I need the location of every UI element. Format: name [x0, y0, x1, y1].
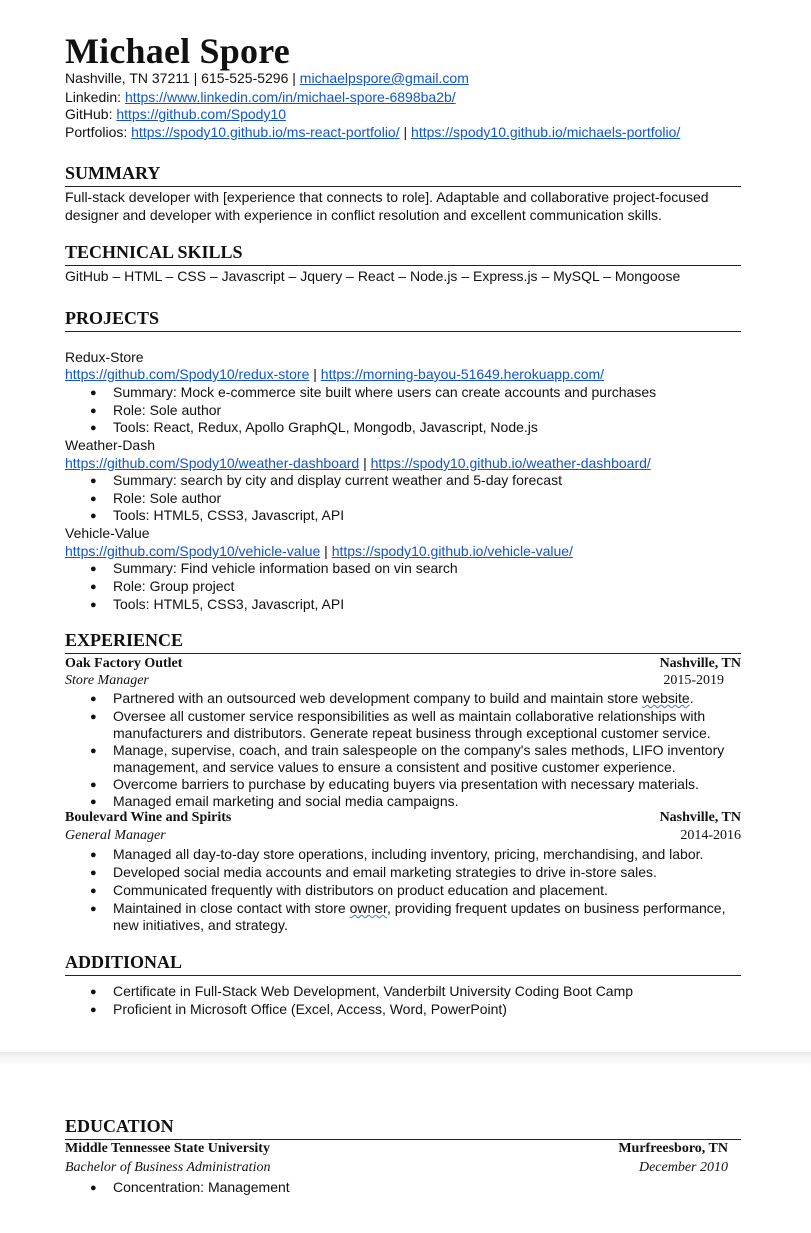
education-date: December 2010 — [638, 1160, 728, 1175]
bullet-icon: ● — [90, 796, 97, 808]
project-title: Redux-Store — [65, 349, 144, 365]
additional-item: Certificate in Full-Stack Web Development, Vanderbilt University Coding Boot Camp — [113, 983, 634, 999]
spellcheck-word: owner — [349, 900, 387, 916]
job-bullet-continued: new initiatives, and strategy. — [113, 917, 288, 933]
job-bullet — [113, 899, 725, 917]
job-dates: 2014-2016 — [680, 828, 741, 843]
linkedin-label: Linkedin: — [65, 89, 125, 105]
github-line — [65, 105, 286, 123]
portfolios-label: Portfolios: — [65, 124, 132, 140]
project-title: Vehicle-Value — [65, 525, 150, 541]
project-bullet: Role: Sole author — [113, 402, 222, 418]
contact-line — [65, 69, 469, 87]
bullet-icon: ● — [90, 387, 97, 399]
education-bullet: Concentration: Management — [113, 1179, 290, 1195]
project-bullet: Tools: HTML5, CSS3, Javascript, API — [113, 596, 345, 612]
job-location: Nashville, TN — [659, 810, 741, 825]
project-bullet: Summary: Mock e-commerce site built where users can create accounts and purchases — [113, 384, 657, 400]
link-separator: | — [309, 366, 321, 382]
job-bullet: Manage, supervise, coach, and train salespeople on the company's sales methods, LIFO inventory — [113, 742, 725, 758]
job-bullet: Developed social media accounts and email marketing strategies to drive in-store sales. — [113, 864, 657, 880]
linkedin-link[interactable]: https://www.linkedin.com/in/michael-spore-6898ba2b/ — [124, 89, 456, 105]
job-bullet: Managed all day-to-day store operations, including inventory, pricing, merchandising, and labor. — [113, 846, 704, 862]
skills-heading: TECHNICAL SKILLS — [65, 242, 243, 262]
projects-heading: PROJECTS — [65, 308, 160, 328]
page-break — [0, 1052, 811, 1066]
bullet-icon: ● — [90, 745, 97, 757]
bullet-icon: ● — [90, 1182, 97, 1194]
summary-line-2: designer and developer with experience in conflict resolution and excellent communication skills. — [65, 207, 662, 223]
project-repo-link[interactable]: https://github.com/Spody10/redux-store — [65, 366, 310, 382]
additional-divider — [65, 975, 741, 976]
bullet-text: Maintained in close contact with store — [113, 900, 350, 916]
experience-divider — [65, 653, 741, 654]
bullet-icon: ● — [90, 693, 97, 705]
project-repo-link[interactable]: https://github.com/Spody10/weather-dashboard — [65, 455, 360, 471]
bullet-text-end: . — [689, 690, 694, 706]
bullet-icon: ● — [90, 475, 97, 487]
candidate-name: Michael Spore — [65, 31, 290, 71]
additional-item: Proficient in Microsoft Office (Excel, Access, Word, PowerPoint) — [113, 1001, 507, 1017]
bullet-icon: ● — [90, 493, 97, 505]
bullet-icon: ● — [90, 581, 97, 593]
link-separator: | — [359, 455, 371, 471]
job-title: Store Manager — [65, 673, 149, 688]
bullet-icon: ● — [90, 711, 97, 723]
project-live-link[interactable]: https://spody10.github.io/weather-dashboard/ — [370, 455, 651, 471]
bullet-icon: ● — [90, 779, 97, 791]
job-bullet: Oversee all customer service responsibilities as well as maintain collaborative relationships with — [113, 708, 706, 724]
job-location: Nashville, TN — [659, 656, 741, 671]
project-bullet: Summary: Find vehicle information based on vin search — [113, 560, 458, 576]
link-separator: | — [320, 543, 332, 559]
bullet-icon: ● — [90, 867, 97, 879]
education-heading: EDUCATION — [65, 1116, 174, 1136]
job-bullet-continued: manufacturers and distributors. Generate repeat business through exceptional customer service. — [113, 725, 711, 741]
spellcheck-word: website — [642, 690, 690, 706]
projects-divider — [65, 331, 741, 332]
job-company: Oak Factory Outlet — [65, 656, 183, 671]
job-title: General Manager — [65, 828, 166, 843]
education-divider — [65, 1139, 741, 1140]
portfolio-link-2[interactable]: https://spody10.github.io/michaels-portfolio/ — [411, 124, 681, 140]
bullet-text-end: , providing frequent updates on business performance, — [386, 900, 726, 916]
summary-heading: SUMMARY — [65, 163, 161, 183]
resume-page-2 — [0, 1066, 811, 1233]
project-bullet: Role: Group project — [113, 578, 235, 594]
skills-divider — [65, 265, 741, 266]
experience-heading: EXPERIENCE — [65, 630, 184, 650]
summary-divider — [65, 186, 741, 187]
education-location: Murfreesboro, TN — [618, 1141, 728, 1156]
project-bullet: Role: Sole author — [113, 490, 222, 506]
project-bullet: Tools: React, Redux, Apollo GraphQL, Mongodb, Javascript, Node.js — [113, 419, 538, 435]
education-school: Middle Tennessee State University — [65, 1141, 270, 1156]
bullet-icon: ● — [90, 986, 97, 998]
job-bullet: Communicated frequently with distributors on product education and placement. — [113, 882, 608, 898]
additional-heading: ADDITIONAL — [65, 952, 183, 972]
education-degree: Bachelor of Business Administration — [65, 1160, 271, 1175]
job-bullet-continued: management, and service values to ensure a consistent and positive customer experience. — [113, 759, 676, 775]
email-link[interactable]: michaelpspore@gmail.com — [299, 70, 469, 86]
bullet-icon: ● — [90, 903, 97, 915]
job-bullet: Overcome barriers to purchase by educating buyers via presentation with necessary materials. — [113, 776, 699, 792]
project-title: Weather-Dash — [65, 437, 156, 453]
portfolio-link-1[interactable]: https://spody10.github.io/ms-react-portfolio/ — [131, 124, 400, 140]
summary-line-1: Full-stack developer with [experience that connects to role]. Adaptable and collaborative project-focused — [65, 189, 709, 205]
portfolios-line — [65, 123, 680, 141]
bullet-icon: ● — [90, 849, 97, 861]
bullet-icon: ● — [90, 510, 97, 522]
bullet-icon: ● — [90, 1004, 97, 1016]
skills-text: GitHub – HTML – CSS – Javascript – Jquery – React – Node.js – Express.js – MySQL – Mongoose — [65, 268, 681, 284]
job-bullet — [113, 689, 694, 707]
project-links — [65, 542, 573, 560]
portfolio-separator: | — [399, 124, 412, 140]
project-live-link[interactable]: https://spody10.github.io/vehicle-value/ — [331, 543, 573, 559]
project-repo-link[interactable]: https://github.com/Spody10/vehicle-value — [65, 543, 321, 559]
job-dates: 2015-2019 — [663, 673, 724, 688]
github-label: GitHub: — [65, 106, 117, 122]
linkedin-line — [65, 88, 456, 106]
location-phone: Nashville, TN 37211 | 615-525-5296 | — [65, 70, 300, 86]
project-live-link[interactable]: https://morning-bayou-51649.herokuapp.com/ — [320, 366, 605, 382]
github-link[interactable]: https://github.com/Spody10 — [116, 106, 287, 122]
project-links — [65, 365, 604, 383]
bullet-icon: ● — [90, 599, 97, 611]
project-bullet: Tools: HTML5, CSS3, Javascript, API — [113, 507, 345, 523]
bullet-icon: ● — [90, 405, 97, 417]
job-company: Boulevard Wine and Spirits — [65, 810, 232, 825]
project-bullet: Summary: search by city and display current weather and 5-day forecast — [113, 472, 562, 488]
bullet-icon: ● — [90, 422, 97, 434]
project-links — [65, 454, 651, 472]
bullet-text: Partnered with an outsourced web development company to build and maintain store — [113, 690, 643, 706]
bullet-icon: ● — [90, 885, 97, 897]
bullet-icon: ● — [90, 563, 97, 575]
job-bullet: Managed email marketing and social media campaigns. — [113, 793, 459, 809]
